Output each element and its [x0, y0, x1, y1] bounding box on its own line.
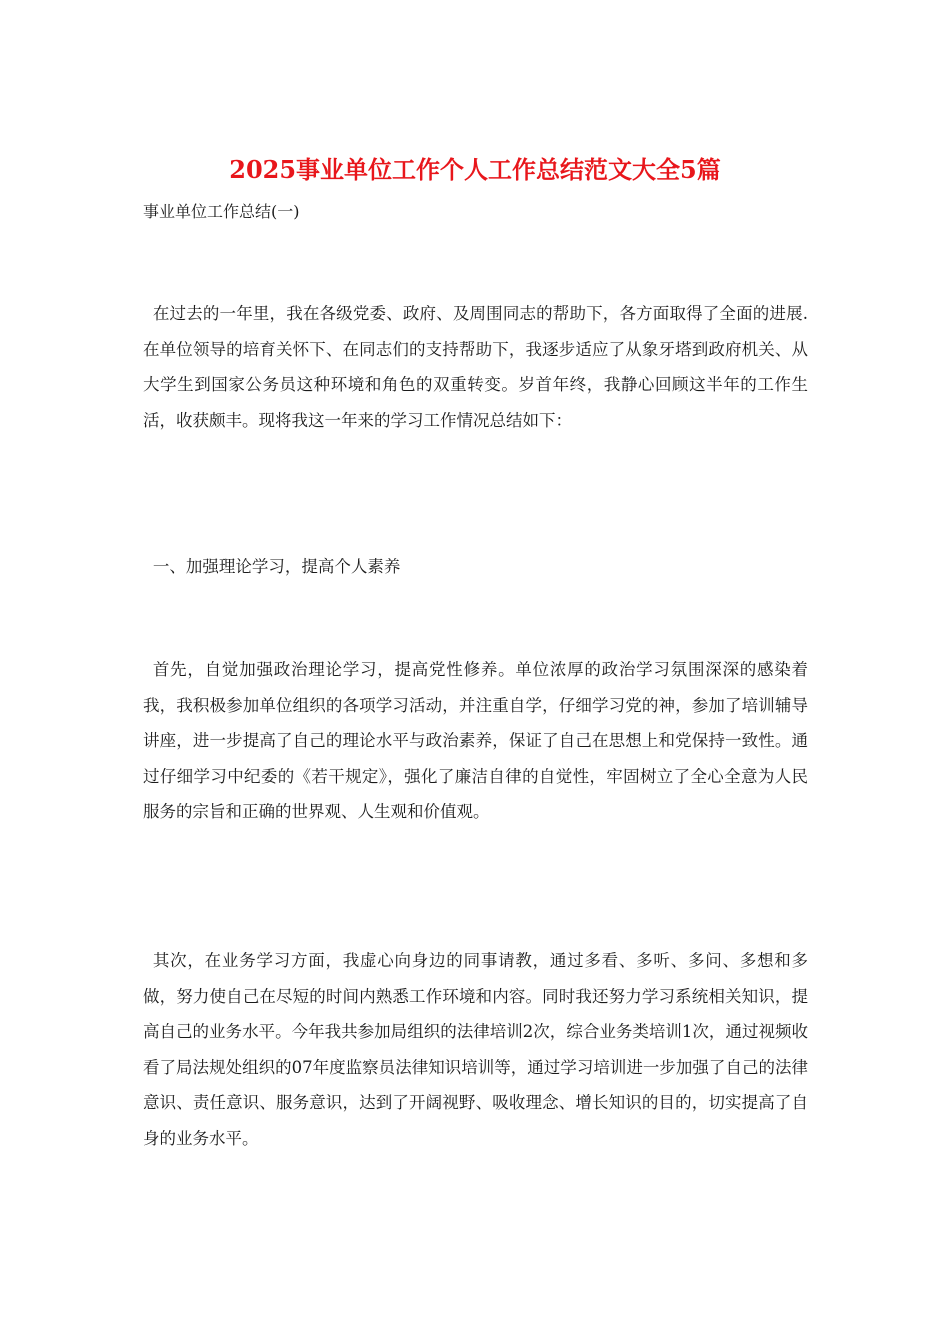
paragraph-intro: 在过去的一年里，我在各级党委、政府、及周围同志的帮助下，各方面取得了全面的进展.在单位领导的培育关怀下、在同志们的支持帮助下，我逐步适应了从象牙塔到政府机关、从大学生到国家公务员这种环境和角色的双重转变。岁首年终，我静心回顾这半年的工作生活，收获颇丰。现将我这一年来的学习工作情况总结如下： — [143, 304, 808, 430]
paragraph-political-study: 首先，自觉加强政治理论学习，提高党性修养。单位浓厚的政治学习氛围深深的感染着我，我积极参加单位组织的各项学习活动，并注重自学，仔细学习党的神，参加了培训辅导讲座，进一步提高了自己的理论水平与政治素养，保证了自己在思想上和党保持一致性。通过仔细学习中纪委的《若干规定》，强化了廉洁自律的自觉性，牢固树立了全心全意为人民服务的宗旨和正确的世界观、人生观和价值观。 — [143, 660, 808, 821]
paragraph-business-study: 其次，在业务学习方面，我虚心向身边的同事请教，通过多看、多听、多问、多想和多做，努力使自己在尽短的时间内熟悉工作环境和内容。同时我还努力学习系统相关知识，提高自己的业务水平。今年我共参加局组织的法律培训2次，综合业务类培训1次，通过视频收看了局法规处组织的07年度监察员法律知识培训等，通过学习培训进一步加强了自己的法律意识、责任意识、服务意识，达到了开阔视野、吸收理念、增长知识的目的，切实提高了自身的业务水平。 — [143, 951, 808, 1148]
document-title: 2025事业单位工作个人工作总结范文大全5篇 — [229, 155, 721, 184]
section-subtitle: 事业单位工作总结(一) — [143, 202, 300, 221]
paragraph-heading-theory: 一、加强理论学习，提高个人素养 — [152, 557, 401, 576]
